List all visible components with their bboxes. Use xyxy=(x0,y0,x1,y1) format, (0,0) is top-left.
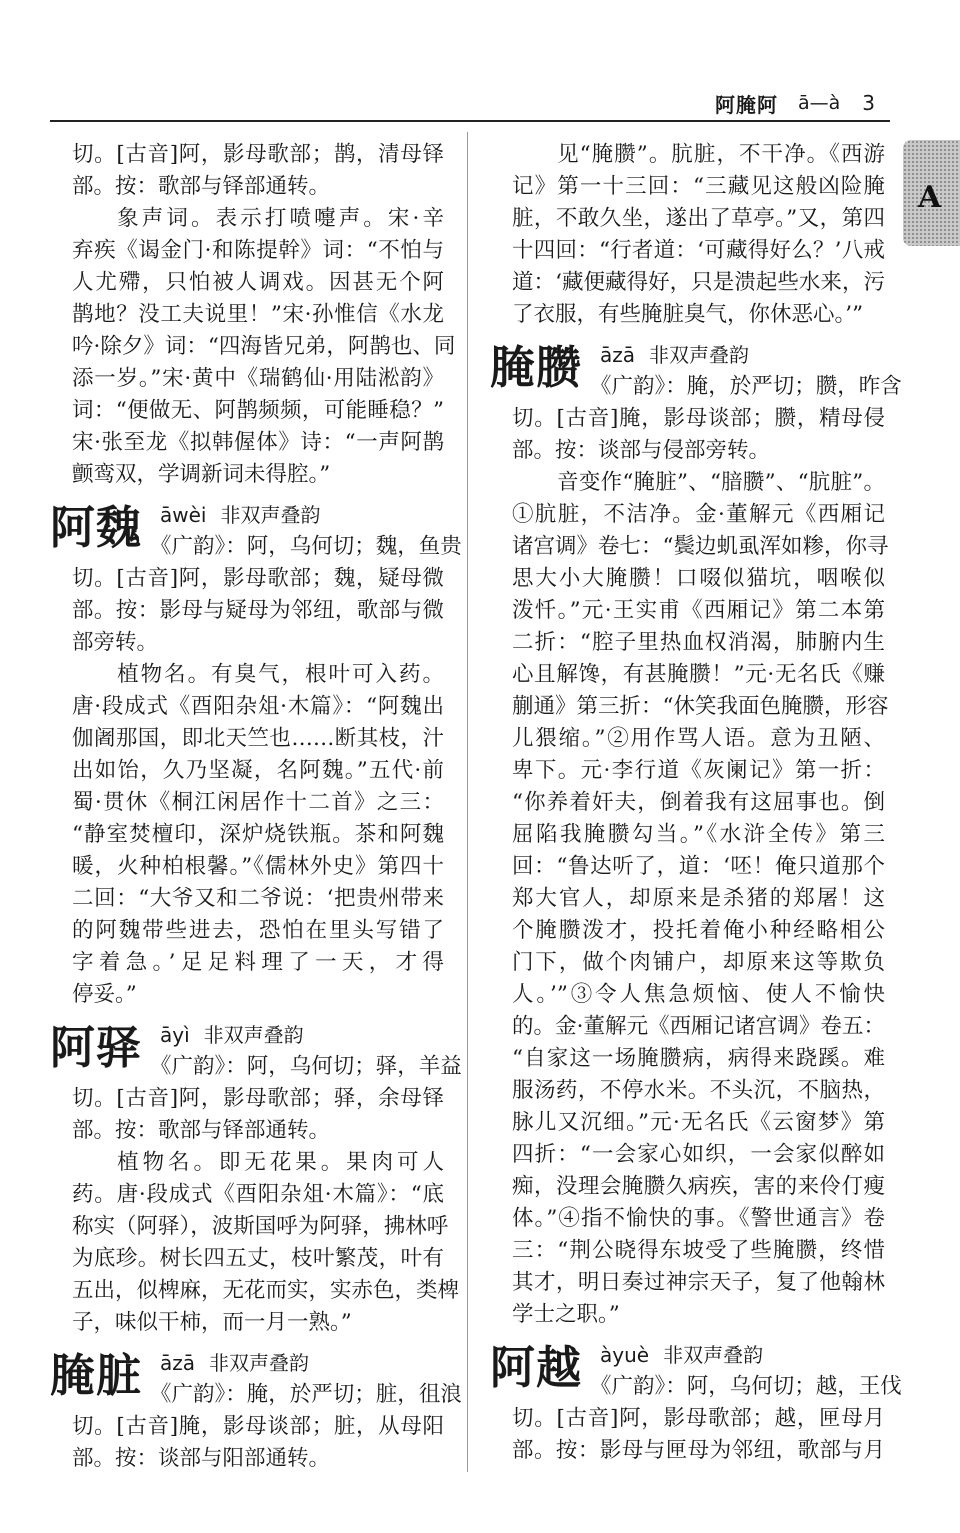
text-line: 部。按：歌部与铎部通转。 xyxy=(72,174,331,199)
paragraph xyxy=(512,467,889,1331)
text-line: 《广韵》：阿，乌何切；魏，鱼贵 xyxy=(150,534,462,559)
text-line: 颤鸾双，学调新词未得腔。” xyxy=(72,462,331,487)
dictionary-entry xyxy=(50,1019,462,1339)
entry-pinyin: āzā xyxy=(600,343,636,367)
text-line: 音变作“腌脏”、“腤臜”、“肮脏”。 xyxy=(557,470,885,495)
text-line: 道：‘藏便藏得好，只是溃起些水来，污 xyxy=(512,270,885,295)
text-line: 为底珍。树长四五丈，枝叶繁茂，叶有 xyxy=(72,1246,444,1271)
text-line: 象声词。表示打喷嚏声。宋·辛 xyxy=(117,206,444,231)
entry-headword: 腌臜 xyxy=(490,341,583,394)
thumb-tab-letter: A xyxy=(917,179,942,215)
column-divider xyxy=(467,132,468,1472)
text-line: 吟·除夕》词：“四海皆兄弟，阿鹊也、同 xyxy=(72,334,456,359)
entry-rhyme-note: 非双声叠韵 xyxy=(209,1351,310,1375)
text-line: 的阿魏带些进去，恐怕在里头写错了 xyxy=(72,918,444,943)
text-line: 部。按：影母与疑母为邻纽，歌部与微 xyxy=(72,598,444,623)
text-line: 弃疾《谒金门·和陈提幹》词：“不怕与 xyxy=(72,238,444,263)
text-line: 门下，做个肉铺户，却原来这等欺负 xyxy=(512,950,885,975)
text-line: 了衣服，有些腌脏臭气，你休恶心。’” xyxy=(512,302,864,327)
entry-headword: 阿越 xyxy=(490,1341,583,1394)
dictionary-entry xyxy=(50,1347,462,1475)
text-line: 体。”④指不愉快的事。《警世通言》卷 xyxy=(512,1206,885,1231)
text-line: 字着急。’足足料理了一天，才得 xyxy=(72,950,444,975)
text-line: 人。’”③令人焦急烦恼、使人不愉快 xyxy=(512,982,885,1007)
dictionary-entry xyxy=(490,1339,902,1467)
text-line: 其才，明日奏过神宗天子，复了他翰林 xyxy=(512,1270,885,1295)
text-line: 部。按：谈部与侵部旁转。 xyxy=(512,438,771,463)
text-line: 部。按：谈部与阳部通转。 xyxy=(72,1446,331,1471)
text-line: 添一岁。”宋·黄中《瑞鹤仙·用陆淞韵》 xyxy=(72,366,444,391)
text-line: 子，味似干柿，而一月一熟。” xyxy=(72,1310,352,1335)
text-line: 切。[古音]腌，影母谈部；脏，从母阳 xyxy=(72,1414,444,1439)
dictionary-entry xyxy=(50,499,462,1011)
text-line: 出如饴，久乃坚凝，名阿魏。”五代·前 xyxy=(72,758,444,783)
text-line: 唐·段成式《酉阳杂俎·木篇》：“阿魏出 xyxy=(72,694,444,719)
running-pinyin-range: ā—à xyxy=(797,92,841,114)
entry-pinyin: āwèi xyxy=(160,503,207,527)
entry-headword: 阿驿 xyxy=(50,1021,143,1074)
text-line: 诸宫调》卷七：“鬓边虮虱浑如糁，你寻 xyxy=(512,534,889,559)
text-line: 人尤殢，只怕被人调戏。因甚无个阿 xyxy=(72,270,444,295)
text-line: 植物名。即无花果。果肉可人 xyxy=(117,1150,444,1175)
running-header xyxy=(715,86,875,120)
text-line: 四折：“一会家心如织，一会家似醉如 xyxy=(512,1142,885,1167)
text-line: 儿猥缩。”②用作骂人语。意为丑陋、 xyxy=(512,726,885,751)
text-line: 植物名。有臭气，根叶可入药。 xyxy=(117,662,444,687)
text-line: 卑下。元·李行道《灰阑记》第一折： xyxy=(512,758,885,783)
entry-rhyme-note: 非双声叠韵 xyxy=(663,1343,764,1367)
text-line: 伽阇那国，即北天竺也……断其枝，汁 xyxy=(72,726,444,751)
text-line: 部。按：影母与匣母为邻纽，歌部与月 xyxy=(512,1438,885,1463)
text-line: “自家这一场腌臜病，病得来跷蹊。难 xyxy=(512,1046,885,1071)
entry-rhyme-note: 非双声叠韵 xyxy=(649,343,750,367)
text-line: 痴，没理会腌臜久病疾，害的来伶仃瘦 xyxy=(512,1174,885,1199)
text-line: 五出，似椑麻，无花而实，实赤色，类椑 xyxy=(72,1278,460,1303)
text-line: 《广韵》：阿，乌何切；驿，羊益 xyxy=(150,1054,462,1079)
text-line: 部。按：歌部与铎部通转。 xyxy=(72,1118,331,1143)
text-line: 词：“便做无、阿鹊频频，可能睡稳？” xyxy=(72,398,444,423)
text-line: “静室焚檀印，深炉烧铁瓶。茶和阿魏 xyxy=(72,822,444,847)
text-line: 心且解馋，有甚腌臜！”元·无名氏《赚 xyxy=(512,662,885,687)
entry-pinyin: āzā xyxy=(160,1351,196,1375)
dictionary-entry xyxy=(490,339,902,1331)
text-line: 《广韵》：阿，乌何切；越，王伐 xyxy=(590,1374,902,1399)
text-line: 停妥。” xyxy=(72,982,137,1007)
running-headwords: 阿腌阿 xyxy=(714,92,778,117)
text-line: 思大小大腌臜！口啜似猫坑，咽喉似 xyxy=(512,566,885,591)
text-line: 二回：“大爷又和二爷说：‘把贵州带来 xyxy=(72,886,444,911)
text-line: 回：“鲁达听了，道：‘呸！俺只道那个 xyxy=(512,854,885,879)
text-line: 的。金·董解元《西厢记诸宫调》卷五： xyxy=(512,1014,885,1039)
left-column xyxy=(50,139,462,1475)
paragraph xyxy=(72,139,444,203)
text-line: 《广韵》：腌，於严切；臜，昨含 xyxy=(590,374,902,399)
text-line: 蜀·贯休《桐江闲居作十二首》之三： xyxy=(72,790,444,815)
text-line: 蒯通》第三折：“休笑我面色腌臜，形容 xyxy=(512,694,889,719)
page-number: 3 xyxy=(862,91,875,115)
text-line: 三：“荆公晓得东坡受了些腌臜，终惜 xyxy=(512,1238,885,1263)
text-line: 切。[古音]腌，影母谈部；臜，精母侵 xyxy=(512,406,885,431)
text-line: ①肮脏，不洁净。金·董解元《西厢记 xyxy=(512,502,885,527)
text-line: 切。[古音]阿，影母歌部；魏，疑母微 xyxy=(72,566,444,591)
header-rule xyxy=(50,120,890,122)
text-line: 切。[古音]阿，影母歌部；越，匣母月 xyxy=(512,1406,885,1431)
text-line: 切。[古音]阿，影母歌部；驿，余母铎 xyxy=(72,1086,444,1111)
text-line: 个腌臜泼才，投托着俺小种经略相公 xyxy=(512,918,885,943)
entry-headword: 腌脏 xyxy=(50,1349,143,1402)
text-line: 郑大官人，却原来是杀猪的郑屠！这 xyxy=(512,886,885,911)
text-line: 十四回：“行者道：‘可藏得好么？’八戒 xyxy=(512,238,885,263)
text-line: 屈陷我腌臜勾当。”《水浒全传》第三 xyxy=(512,822,885,847)
text-line: 服汤药，不停水米。不头沉，不脑热， xyxy=(512,1078,885,1103)
paragraph xyxy=(72,659,444,1011)
text-line: 称实（阿驿），波斯国呼为阿驿，拂林呼 xyxy=(72,1214,449,1239)
text-line: 宋·张至龙《拟韩偓体》诗：“一声阿鹊 xyxy=(72,430,444,455)
text-line: “你养着奸夫，倒着我有这屈事也。倒 xyxy=(512,790,885,815)
right-column xyxy=(490,139,902,1467)
text-line: 二折：“腔子里热血权消渴，肺腑内生 xyxy=(512,630,885,655)
text-line: 《广韵》：腌，於严切；脏，徂浪 xyxy=(150,1382,462,1407)
text-line: 学士之职。” xyxy=(512,1302,620,1327)
paragraph xyxy=(72,1147,460,1339)
text-line: 泼忏。”元·王实甫《西厢记》第二本第 xyxy=(512,598,885,623)
text-line: 暖，火种柏根馨。”《儒林外史》第四十 xyxy=(72,854,444,879)
text-line: 药。唐·段成式《酉阳杂俎·木篇》：“底 xyxy=(72,1182,444,1207)
text-line: 部旁转。 xyxy=(72,630,159,655)
text-line: 鹊地？没工夫说里！”宋·孙惟信《水龙 xyxy=(72,302,444,327)
text-line: 脏，不敢久坐，遂出了草亭。”又，第四 xyxy=(512,206,885,231)
text-line: 脉儿又沉细。”元·无名氏《云窗梦》第 xyxy=(512,1110,885,1135)
text-line: 见“腌臜”。肮脏，不干净。《西游 xyxy=(557,142,885,167)
alphabet-thumb-tab xyxy=(903,140,960,246)
entry-rhyme-note: 非双声叠韵 xyxy=(203,1023,304,1047)
entry-headword: 阿魏 xyxy=(50,501,143,554)
paragraph xyxy=(512,139,885,331)
entry-pinyin: āyì xyxy=(160,1023,190,1047)
text-line: 记》第一十三回：“三藏见这般凶险腌 xyxy=(512,174,885,199)
entry-rhyme-note: 非双声叠韵 xyxy=(220,503,321,527)
entry-pinyin: àyuè xyxy=(600,1343,650,1367)
paragraph xyxy=(72,203,456,491)
text-line: 切。[古音]阿，影母歌部；鹊，清母铎 xyxy=(72,142,444,167)
